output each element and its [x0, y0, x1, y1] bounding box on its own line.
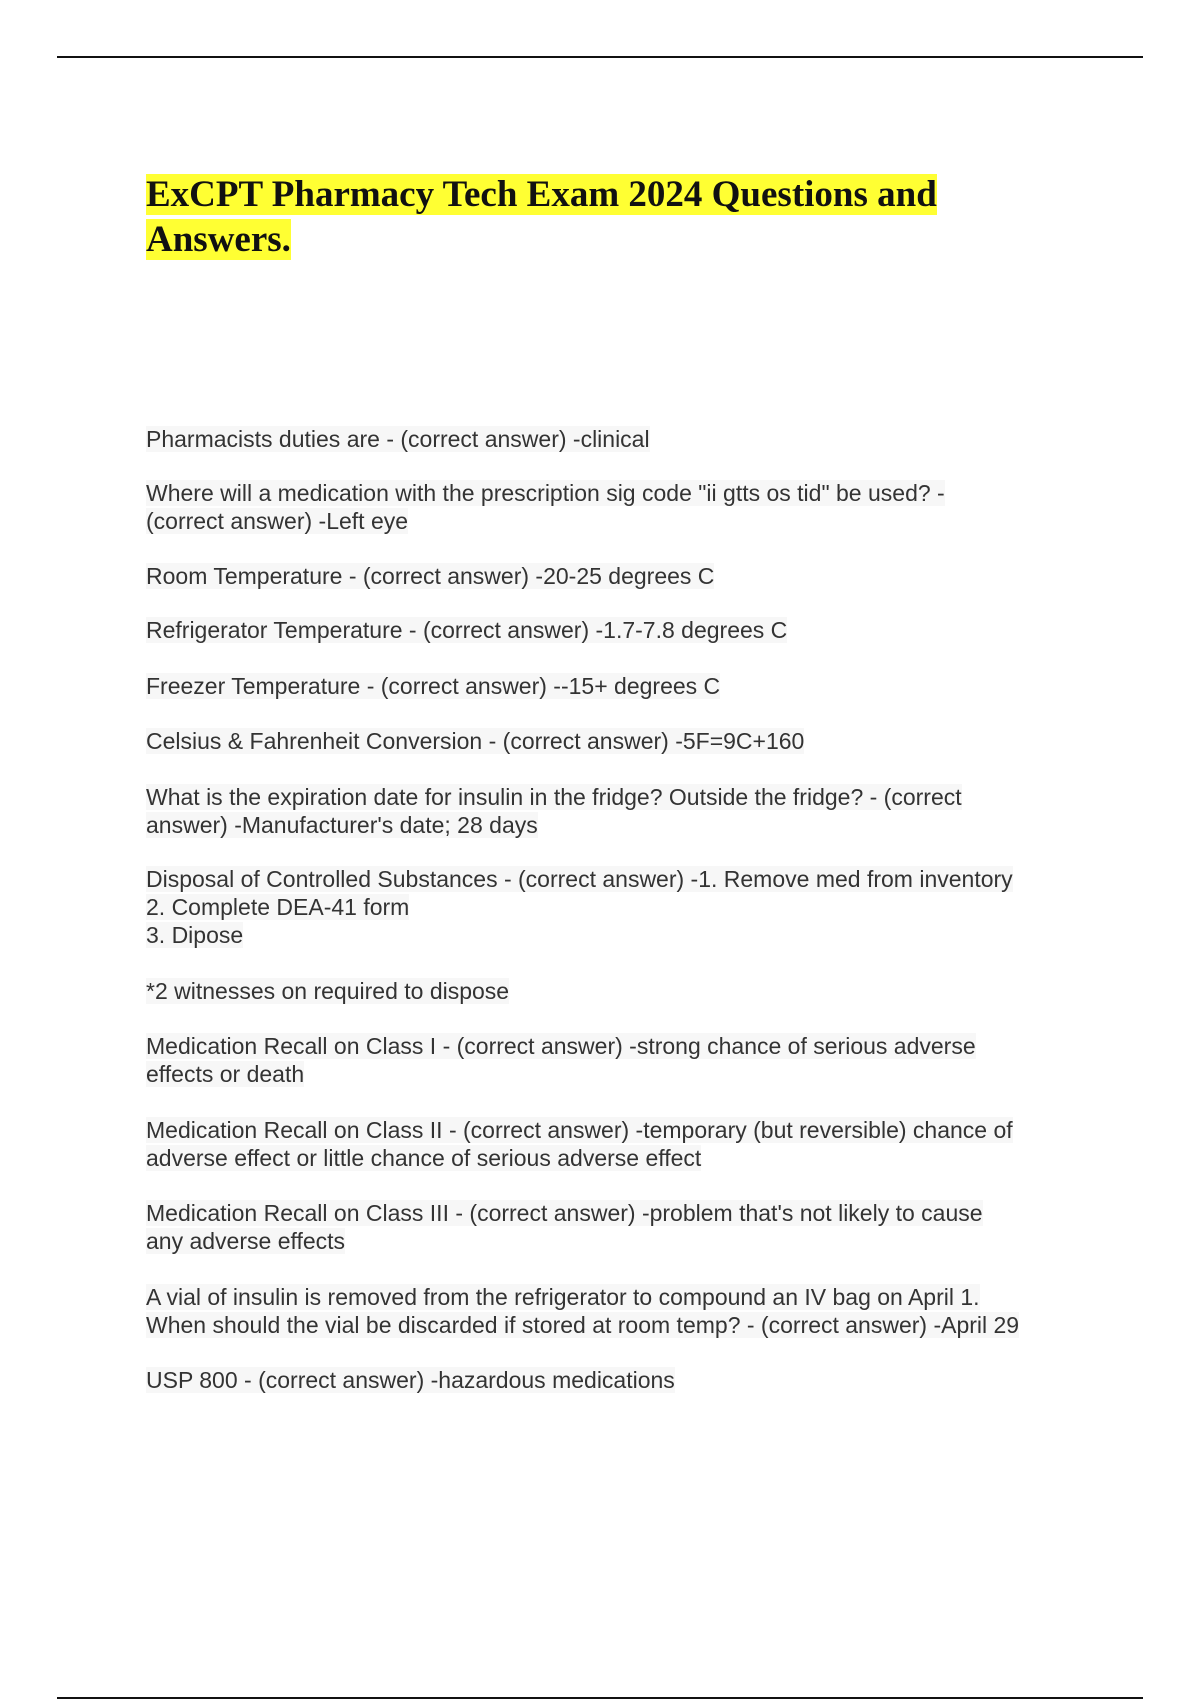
qa-item: Refrigerator Temperature - (correct answer) -1.7-7.8 degrees C: [146, 617, 788, 643]
qa-item: Medication Recall on Class II - (correct answer) -temporary (but reversible) chance of adverse effect or little chance of serious adverse effect: [146, 1117, 1013, 1171]
qa-item: What is the expiration date for insulin in the fridge? Outside the fridge? - (correct answer) -Manufacturer's date; 28 days: [146, 784, 962, 838]
qa-item: USP 800 - (correct answer) -hazardous medications: [146, 1367, 675, 1393]
qa-item: Where will a medication with the prescription sig code "ii gtts os tid" be used? - (correct answer) -Left eye: [146, 480, 945, 534]
qa-item: Room Temperature - (correct answer) -20-25 degrees C: [146, 563, 715, 589]
qa-item: Celsius & Fahrenheit Conversion - (correct answer) -5F=9C+160: [146, 728, 805, 754]
qa-list: [146, 425, 1106, 1394]
qa-item: Pharmacists duties are - (correct answer) -clinical: [146, 426, 650, 452]
bottom-rule: [57, 1697, 1143, 1699]
qa-item: Disposal of Controlled Substances - (correct answer) -1. Remove med from inventory 2. Complete DEA-41 form 3. Dipose: [146, 866, 1013, 948]
document-title: [146, 172, 1046, 262]
top-rule: [57, 56, 1143, 58]
title-text: ExCPT Pharmacy Tech Exam 2024 Questions and Answers.: [146, 174, 937, 260]
qa-item: Medication Recall on Class III - (correct answer) -problem that's not likely to cause any adverse effects: [146, 1200, 983, 1254]
qa-item: Freezer Temperature - (correct answer) --15+ degrees C: [146, 673, 721, 699]
qa-item: A vial of insulin is removed from the refrigerator to compound an IV bag on April 1. When should the vial be discarded if stored at room temp? - (correct answer) -April 29: [146, 1284, 1020, 1338]
qa-item: Medication Recall on Class I - (correct answer) -strong chance of serious adverse effects or death: [146, 1033, 976, 1087]
qa-item: *2 witnesses on required to dispose: [146, 978, 510, 1004]
